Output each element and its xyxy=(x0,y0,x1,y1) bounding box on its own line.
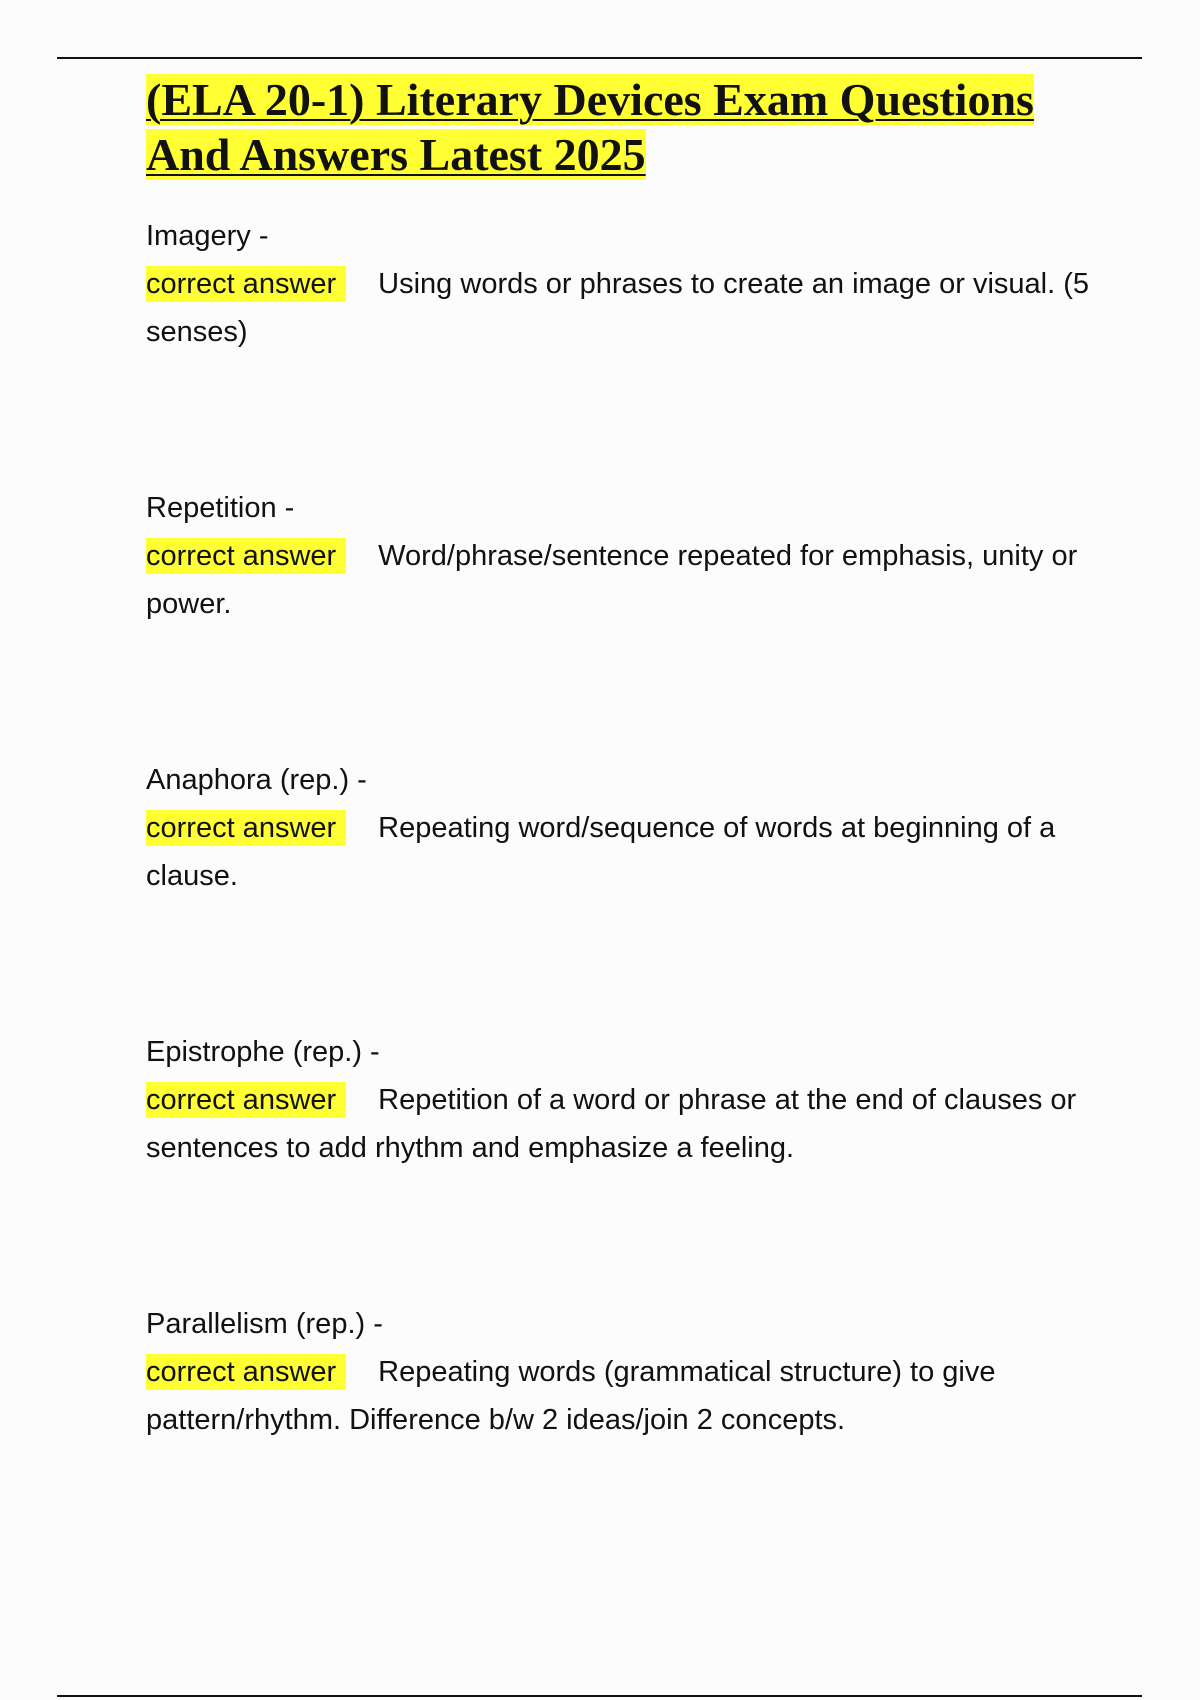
top-rule xyxy=(57,57,1142,59)
question-term: Anaphora (rep.) - xyxy=(146,764,367,796)
answer-label: correct answer xyxy=(146,266,346,302)
question-term: Repetition - xyxy=(146,492,295,524)
answer-label: correct answer xyxy=(146,810,346,846)
qa-item-repetition xyxy=(146,484,1106,628)
answer-text: Word/phrase/sentence repeated for emphasis, unity or power. xyxy=(146,540,1078,620)
qa-item-epistrophe xyxy=(146,1028,1106,1172)
answer-text: Repetition of a word or phrase at the end of clauses or sentences to add rhythm and emphasize a feeling. xyxy=(146,1084,1077,1164)
answer-label: correct answer xyxy=(146,538,346,574)
question-term: Imagery - xyxy=(146,220,269,252)
document-body xyxy=(146,72,1106,1572)
answer-text: Repeating words (grammatical structure) to give pattern/rhythm. Difference b/w 2 ideas/join 2 concepts. xyxy=(146,1356,996,1436)
answer-label: correct answer xyxy=(146,1082,346,1118)
title-text: (ELA 20-1) Literary Devices Exam Questions And Answers Latest 2025 xyxy=(146,74,1034,180)
page-title xyxy=(146,72,1106,182)
question-term: Parallelism (rep.) - xyxy=(146,1308,383,1340)
bottom-rule xyxy=(57,1695,1142,1697)
qa-item-anaphora xyxy=(146,756,1106,900)
answer-text: Repeating word/sequence of words at beginning of a clause. xyxy=(146,812,1056,892)
answer-text: Using words or phrases to create an image or visual. (5 senses) xyxy=(146,268,1089,348)
qa-item-parallelism xyxy=(146,1300,1106,1444)
question-term: Epistrophe (rep.) - xyxy=(146,1036,380,1068)
answer-label: correct answer xyxy=(146,1354,346,1390)
qa-item-imagery xyxy=(146,212,1106,356)
